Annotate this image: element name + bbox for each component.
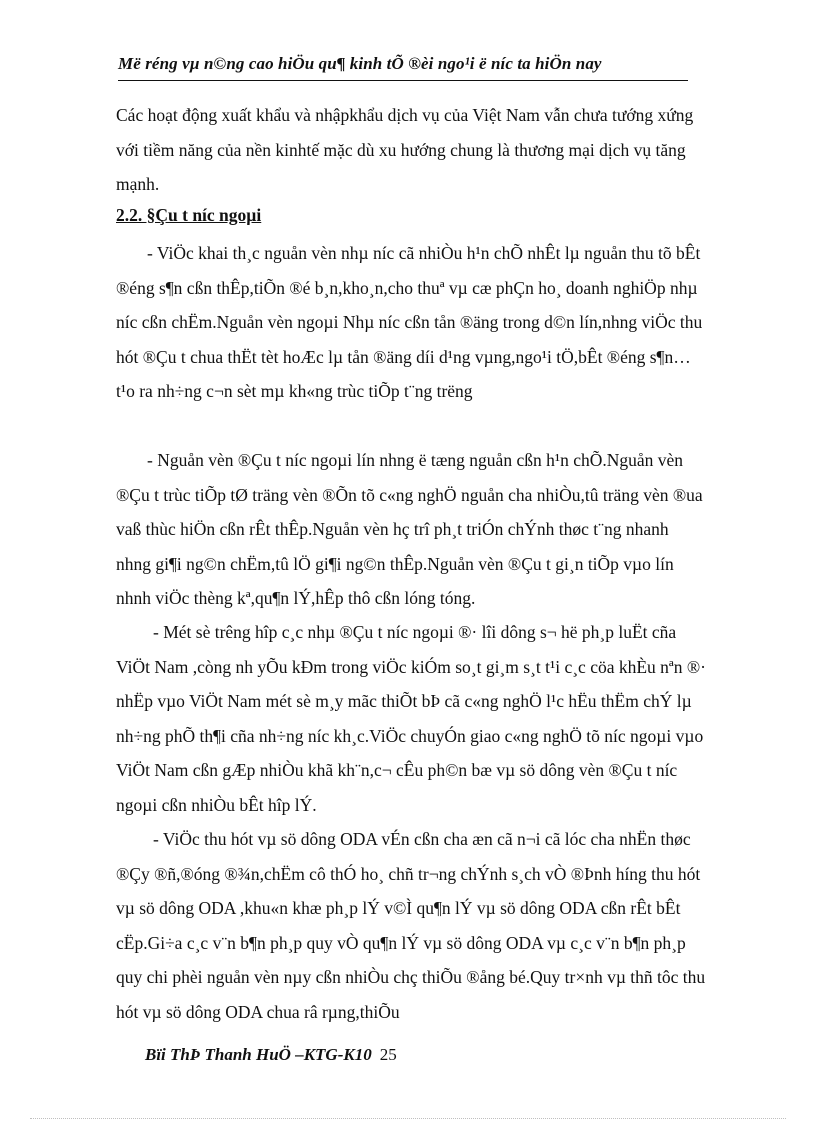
section-heading: 2.2. §Çu t níc ngoµi [116, 205, 262, 225]
page-header-title: Më réng vµ n©ng cao hiÖu qu¶ kinh tÕ ®èi ngo¹i ë níc ta hiÖn nay [118, 54, 602, 73]
intro-paragraph: Các hoạt động xuất khẩu và nhậpkhẩu dịch vụ của Việt Nam vẫn chưa tướng xứng với tiềm năng của nền kinhtế mặc dù xu hướng chung là thương mại dịch vụ tăng mạnh. [116, 105, 694, 194]
page-number: 25 [379, 1045, 397, 1064]
paragraph-foreign-capital: - Nguån vèn ®Çu t níc ngoµi lín nhng ë tæng nguån cßn h¹n chÕ.Nguån vèn ®Çu t trùc tiÕp tØ träng vèn ®Õn tõ c«ng nghÖ nguån cha nhiÒu,tû träng vèn ®ua vaß thùc hiÖn cßn rÊt thÊp.Nguån vèn hç trî ph¸t triÓn chÝnh thøc t¨ng nhanh nhng gi¶i ng©n chËm,tû lÖ gi¶i ng©n thÊp.Nguån vèn ®Çu t gi¸n tiÕp vµo lín nhnh viÖc thèng kª,qu¶n lÝ,hÊp thô cßn lóng tóng. [116, 450, 703, 608]
page-bottom-dotted-rule [30, 1118, 786, 1119]
header-underline [118, 80, 688, 81]
page-footer [145, 1045, 397, 1065]
paragraph-foreign-investors: - Mét sè trêng hîp c¸c nhµ ®Çu t níc ngoµi ®· lîi dông s¬ hë ph¸p luËt cña ViÖt Nam ,còng nh yÕu kÐm trong viÖc kiÓm so¸t gi¸m s¸t t¹i c¸c cöa khÈu nªn ®· nhËp vµo ViÖt Nam mét sè m¸y mãc thiÕt bÞ cã c«ng nghÖ l¹c hËu thËm chÝ lµ nh÷ng phÕ th¶i cña nh÷ng níc kh¸c.ViÖc chuyÓn giao c«ng nghÖ tõ níc ngoµi vµo ViÖt Nam cßn gÆp nhiÒu khã kh¨n,c¬ cÊu ph©n bæ vµ sö dông vèn ®Çu t níc ngoµi cßn nhiÒu bÊt hîp lÝ. [116, 622, 707, 815]
paragraph-domestic-capital: - ViÖc khai th¸c nguån vèn nhµ níc cã nhiÒu h¹n chÕ nhÊt lµ nguån thu tõ bÊt ®éng s¶n cßn thÊp,tiÕn ®é b¸n,kho¸n,cho thuª vµ cæ phÇn ho¸ doanh nghiÖp nhµ níc cßn chËm.Nguån vèn ngoµi Nhµ níc cßn tån ®äng trong d©n lín,nhng viÖc thu hót ®Çu t chua thËt tèt hoÆc lµ tån ®äng díi d¹ng vµng,ngo¹i tÖ,bÊt ®éng s¶n…t¹o ra nh÷ng c¬n sèt mµ kh«ng trùc tiÕp t¨ng trëng [116, 243, 703, 401]
paragraph-oda: - ViÖc thu hót vµ sö dông ODA vÉn cßn cha æn cã n¬i cã lóc cha nhËn thøc ®Çy ®ñ,®óng ®¾n,chËm cô thÓ ho¸ chñ tr¬ng chÝnh s¸ch vÒ ®Þnh híng thu hót vµ sö dông ODA ,khu«n khæ ph¸p lÝ v©Ì qu¶n lÝ vµ sö dông ODA cßn rÊt bÊt cËp.Gi÷a c¸c v¨n b¶n ph¸p quy vÒ qu¶n lÝ vµ sö dông ODA vµ c¸c v¨n b¶n ph¸p quy chi phèi nguån vèn nµy cßn nhiÒu chç thiÕu ®ång bé.Quy tr×nh vµ thñ tôc thu hót vµ sö dông ODA chua râ rµng,thiÕu [116, 829, 706, 1022]
footer-author: Bïi ThÞ Thanh HuÖ –KTG-K10 [145, 1045, 372, 1064]
